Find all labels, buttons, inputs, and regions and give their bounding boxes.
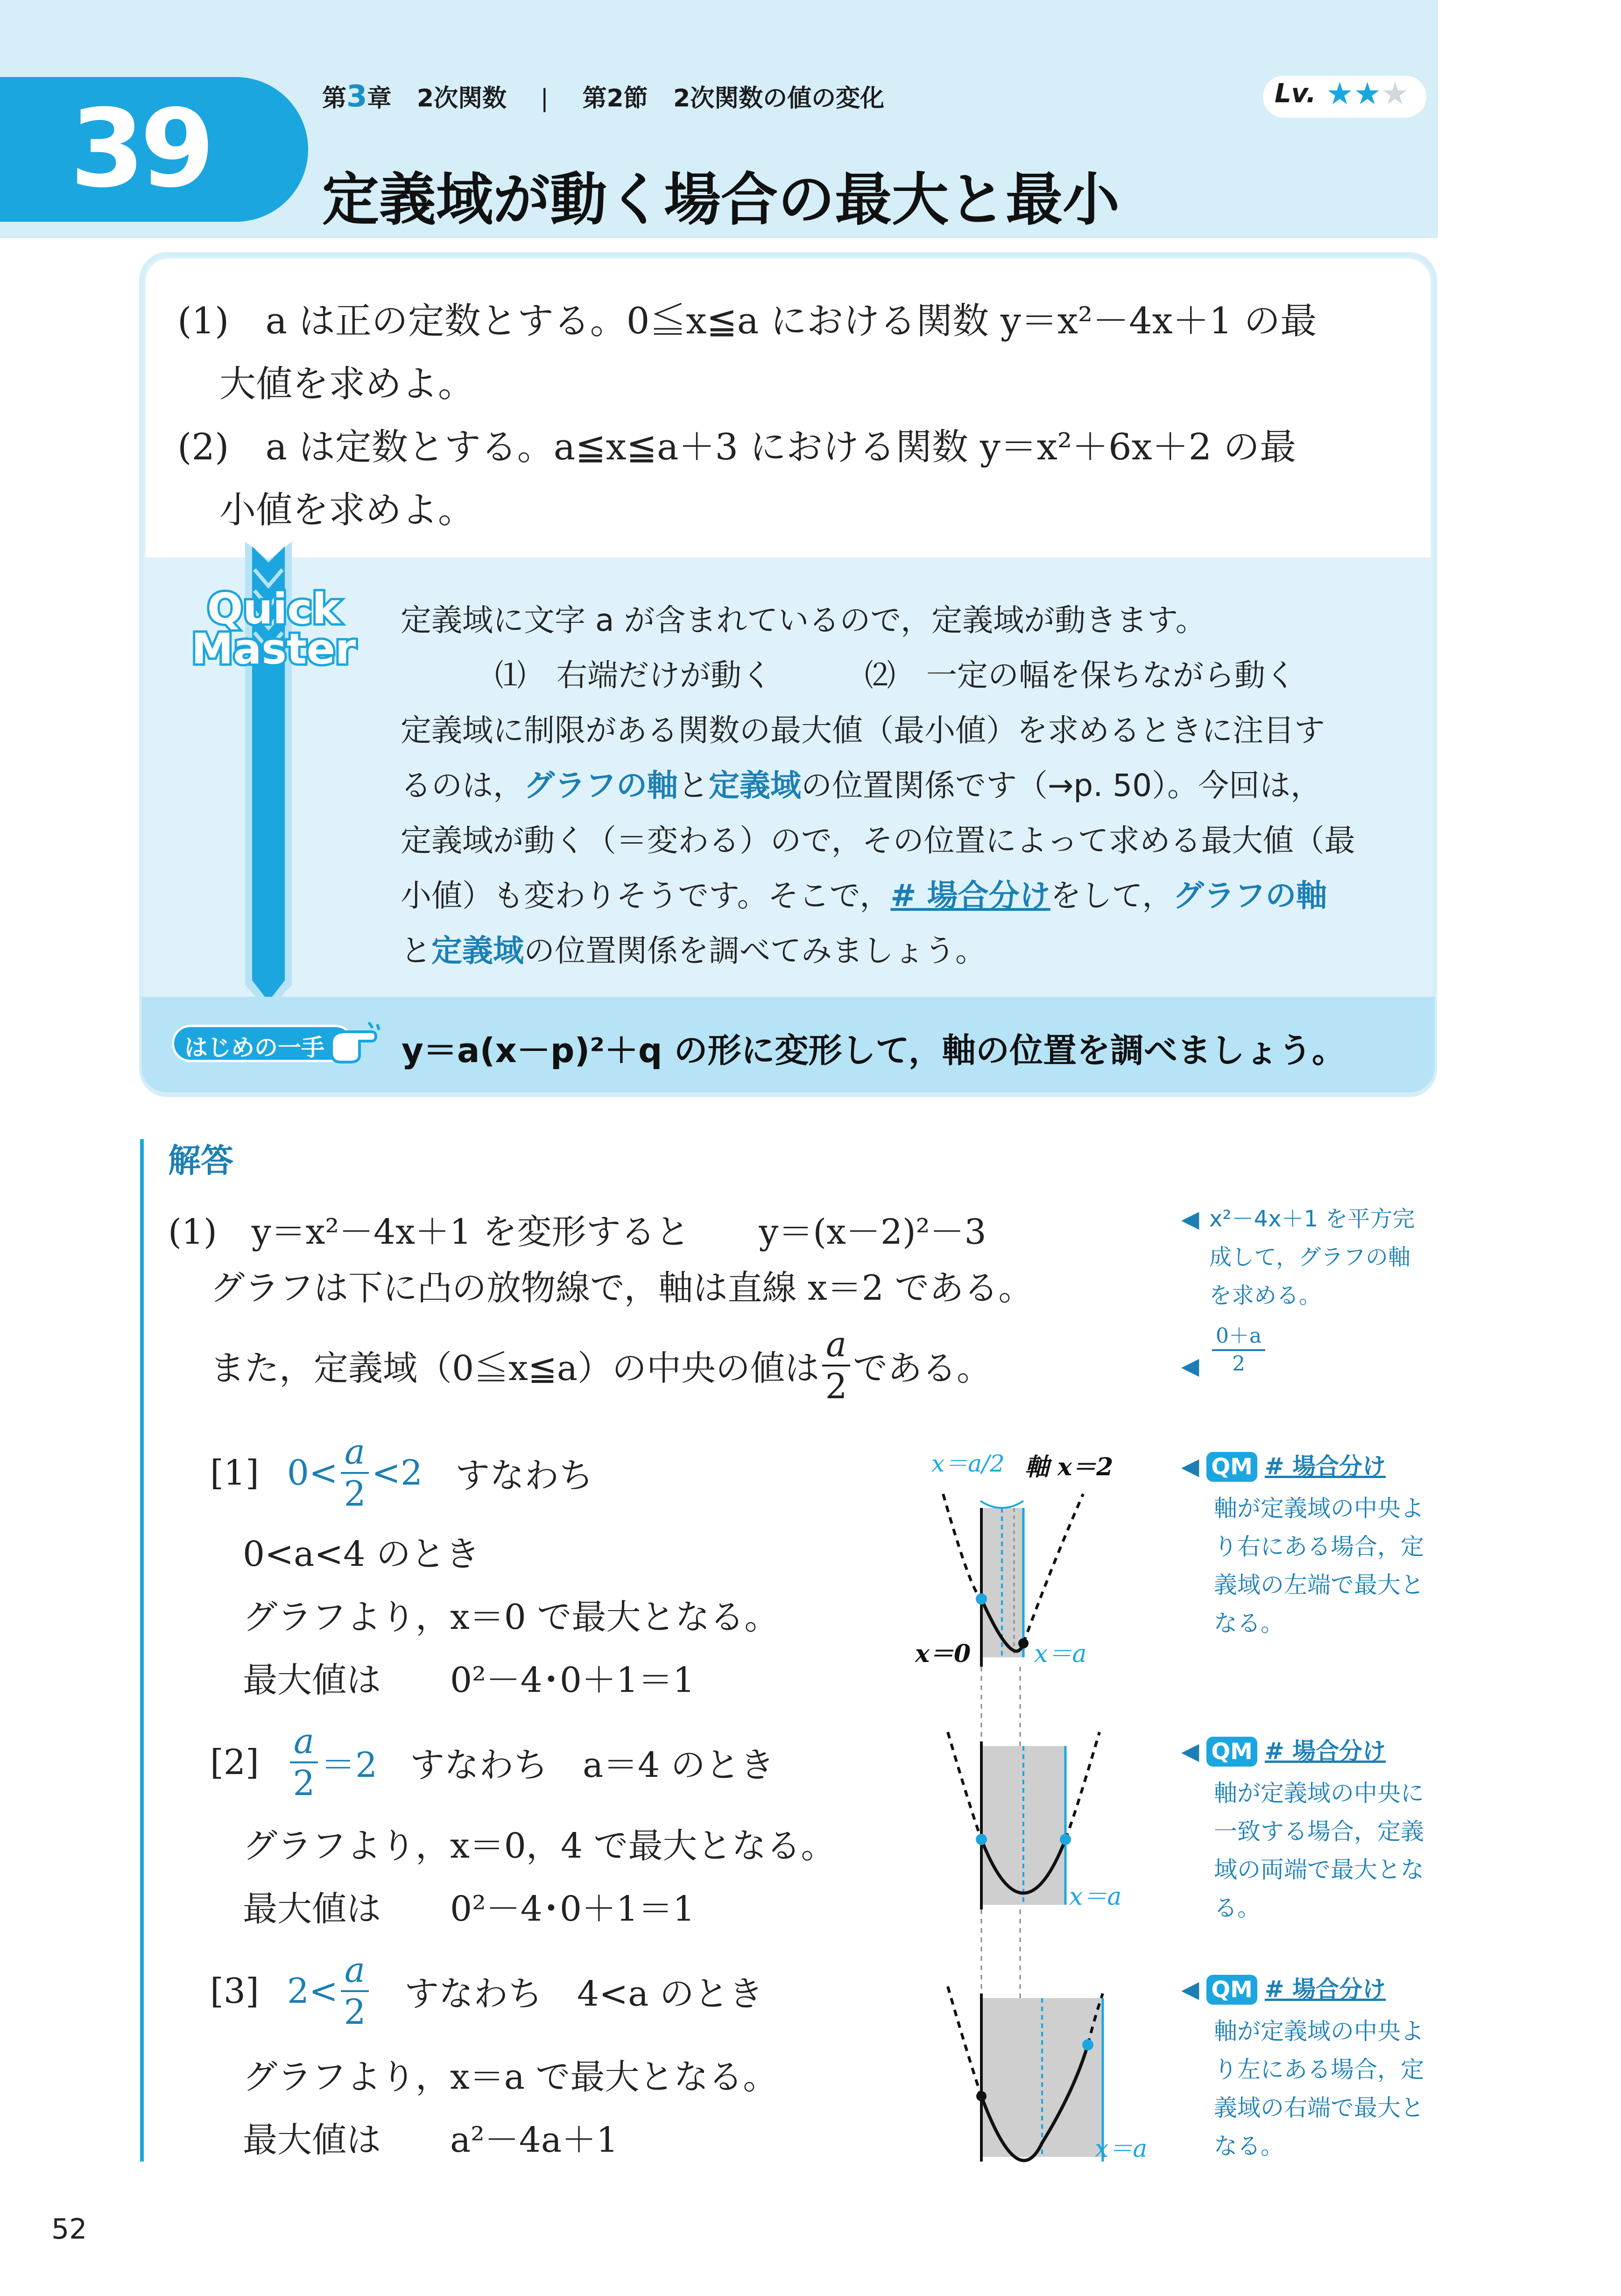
star-empty-icon: ★	[1381, 76, 1409, 112]
case-split-tag: # 場合分け	[890, 878, 1050, 914]
qm-line-1: 定義域に文字 a が含まれているので，定義域が動きます。	[401, 602, 1206, 638]
problem-number: 39	[70, 87, 211, 211]
arrow-left-icon: ◀	[1181, 1352, 1199, 1380]
graph-1-xa-label: x＝a	[1034, 1640, 1087, 1668]
case-2-line-2: グラフより，x＝0，4 で最大となる。	[243, 1826, 836, 1866]
section-name: 2次関数の値の変化	[673, 85, 885, 113]
side-note-2-arrow	[1181, 1347, 1199, 1385]
pointing-hand-icon	[327, 1018, 383, 1069]
arrow-left-icon: ◀	[1181, 1976, 1199, 2003]
side-note-5: ◀ QM # 場合分け	[1181, 1970, 1386, 2008]
side-note-1	[1181, 1200, 1206, 1238]
qm-line-6: 小値）も変わりそうです。そこで，# 場合分けをして，グラフの軸	[401, 878, 1327, 914]
problem-2-line-1: (2) a は定数とする。a≦x≦a＋3 における関数 y＝x²＋6x＋2 の最	[177, 426, 1297, 468]
graph-1-x0-label: x＝0	[915, 1640, 971, 1668]
side-note-1-text: x²－4x＋1 を平方完 成して，グラフの軸 を求める。	[1209, 1206, 1415, 1309]
level-stars	[1326, 76, 1409, 112]
breadcrumb-separator: |	[540, 85, 549, 113]
level-label: Lv.	[1275, 78, 1316, 109]
qm-tag: QM	[1206, 1975, 1257, 2005]
qm-line-5: 定義域が動く（＝変わる）ので，その位置によって求める最大値（最	[401, 823, 1355, 859]
answer-label: 解答	[168, 1141, 233, 1180]
case-1-line-4: 最大値は 0²－4･0＋1＝1	[243, 1660, 695, 1700]
answer-line-2: グラフは下に凸の放物線で，軸は直線 x＝2 である。	[210, 1268, 1033, 1308]
side-note-4-text: 軸が定義域の中央に 一致する場合，定義 域の両端で最大とな る。	[1214, 1780, 1424, 1922]
graph-3-xa-label: x＝a	[1095, 2135, 1148, 2163]
problem-1-line-1: (1) a は正の定数とする。0≦x≦a における関数 y＝x²－4x＋1 の最	[177, 300, 1317, 342]
chapter-prefix: 第	[322, 85, 347, 113]
first-step-label: はじめの一手	[184, 1034, 324, 1061]
side-note-3-text: 軸が定義域の中央よ り右にある場合，定 義域の左端で最大と なる。	[1214, 1495, 1424, 1637]
qm-tag: QM	[1206, 1737, 1257, 1767]
case-1-line-2: 0<a<4 のとき	[243, 1534, 480, 1574]
breadcrumb	[322, 78, 884, 114]
section: 第2節	[582, 85, 648, 113]
graph-case-3	[948, 1986, 1103, 2162]
graph-1-midpoint-label: x＝a/2	[931, 1450, 1005, 1477]
side-note-5-text: 軸が定義域の中央よ り左にある場合，定 義域の右端で最大と なる。	[1214, 2018, 1424, 2160]
qm-line-7: と定義域の位置関係を調べてみましょう。	[401, 933, 986, 969]
case-3-heading: [3] 2< $\frac{a}{2}$ すなわち 4<a のとき	[210, 1950, 763, 2032]
problem-2-line-2: 小値を求めよ。	[219, 489, 475, 531]
problem-1-line-2: 大値を求めよ。	[219, 363, 475, 405]
case-2-line-3: 最大値は 0²－4･0＋1＝1	[243, 1889, 695, 1929]
arrow-left-icon: ◀	[1181, 1738, 1199, 1765]
case-graphs	[910, 1438, 1172, 2185]
side-note-3: ◀ QM # 場合分け	[1181, 1447, 1386, 1486]
arrow-left-icon: ◀	[1181, 1205, 1199, 1233]
answer-line-3: また，定義域（0≦x≦a）の中央の値は $\frac{a}{2}$ である。	[210, 1324, 992, 1407]
case-3-line-2: グラフより，x＝a で最大となる。	[243, 2057, 778, 2097]
star-icon: ★	[1353, 76, 1381, 112]
arrow-left-icon: ◀	[1181, 1453, 1199, 1480]
qm-line-4: るのは，グラフの軸と定義域の位置関係です（→p. 50）。今回は，	[401, 768, 1322, 803]
first-step-text: y＝a(x－p)²＋q の形に変形して，軸の位置を調べましょう。	[402, 1031, 1346, 1070]
qm-tag: QM	[1206, 1452, 1257, 1482]
star-icon: ★	[1326, 76, 1354, 112]
quick-master-logo: Quick Master	[191, 585, 356, 674]
graph-2-xa-label: x＝a	[1069, 1883, 1122, 1911]
graph-1-axis-label: 軸 x＝2	[1025, 1453, 1114, 1481]
chapter-suffix: 章	[367, 85, 392, 113]
chapter-number: 3	[346, 79, 367, 114]
answer-bar	[140, 1139, 144, 2162]
page-number: 52	[51, 2213, 87, 2246]
page-title: 定義域が動く場合の最大と最小	[322, 167, 1120, 233]
case-1-heading: [1] 0< $\frac{a}{2}$ <2 すなわち	[210, 1432, 594, 1514]
answer-line-1: (1) y＝x²－4x＋1 を変形すると y＝(x－2)²－3	[168, 1212, 987, 1252]
side-note-2: $\frac{0+a}{2}$	[1209, 1326, 1268, 1374]
case-3-line-3: 最大値は a²－4a＋1	[243, 2120, 619, 2160]
chapter-name: 2次関数	[416, 85, 507, 113]
side-note-4: ◀ QM # 場合分け	[1181, 1732, 1386, 1770]
case-2-heading: [2] $\frac{a}{2}$ ＝2 すなわち a＝4 のとき	[210, 1721, 775, 1803]
case-1-line-3: グラフより，x＝0 で最大となる。	[243, 1597, 779, 1637]
qm-line-3: 定義域に制限がある関数の最大値（最小値）を求めるときに注目す	[401, 712, 1325, 748]
qm-line-2: ⑴ 右端だけが動く ⑵ 一定の幅を保ちながら動く	[495, 657, 1296, 693]
